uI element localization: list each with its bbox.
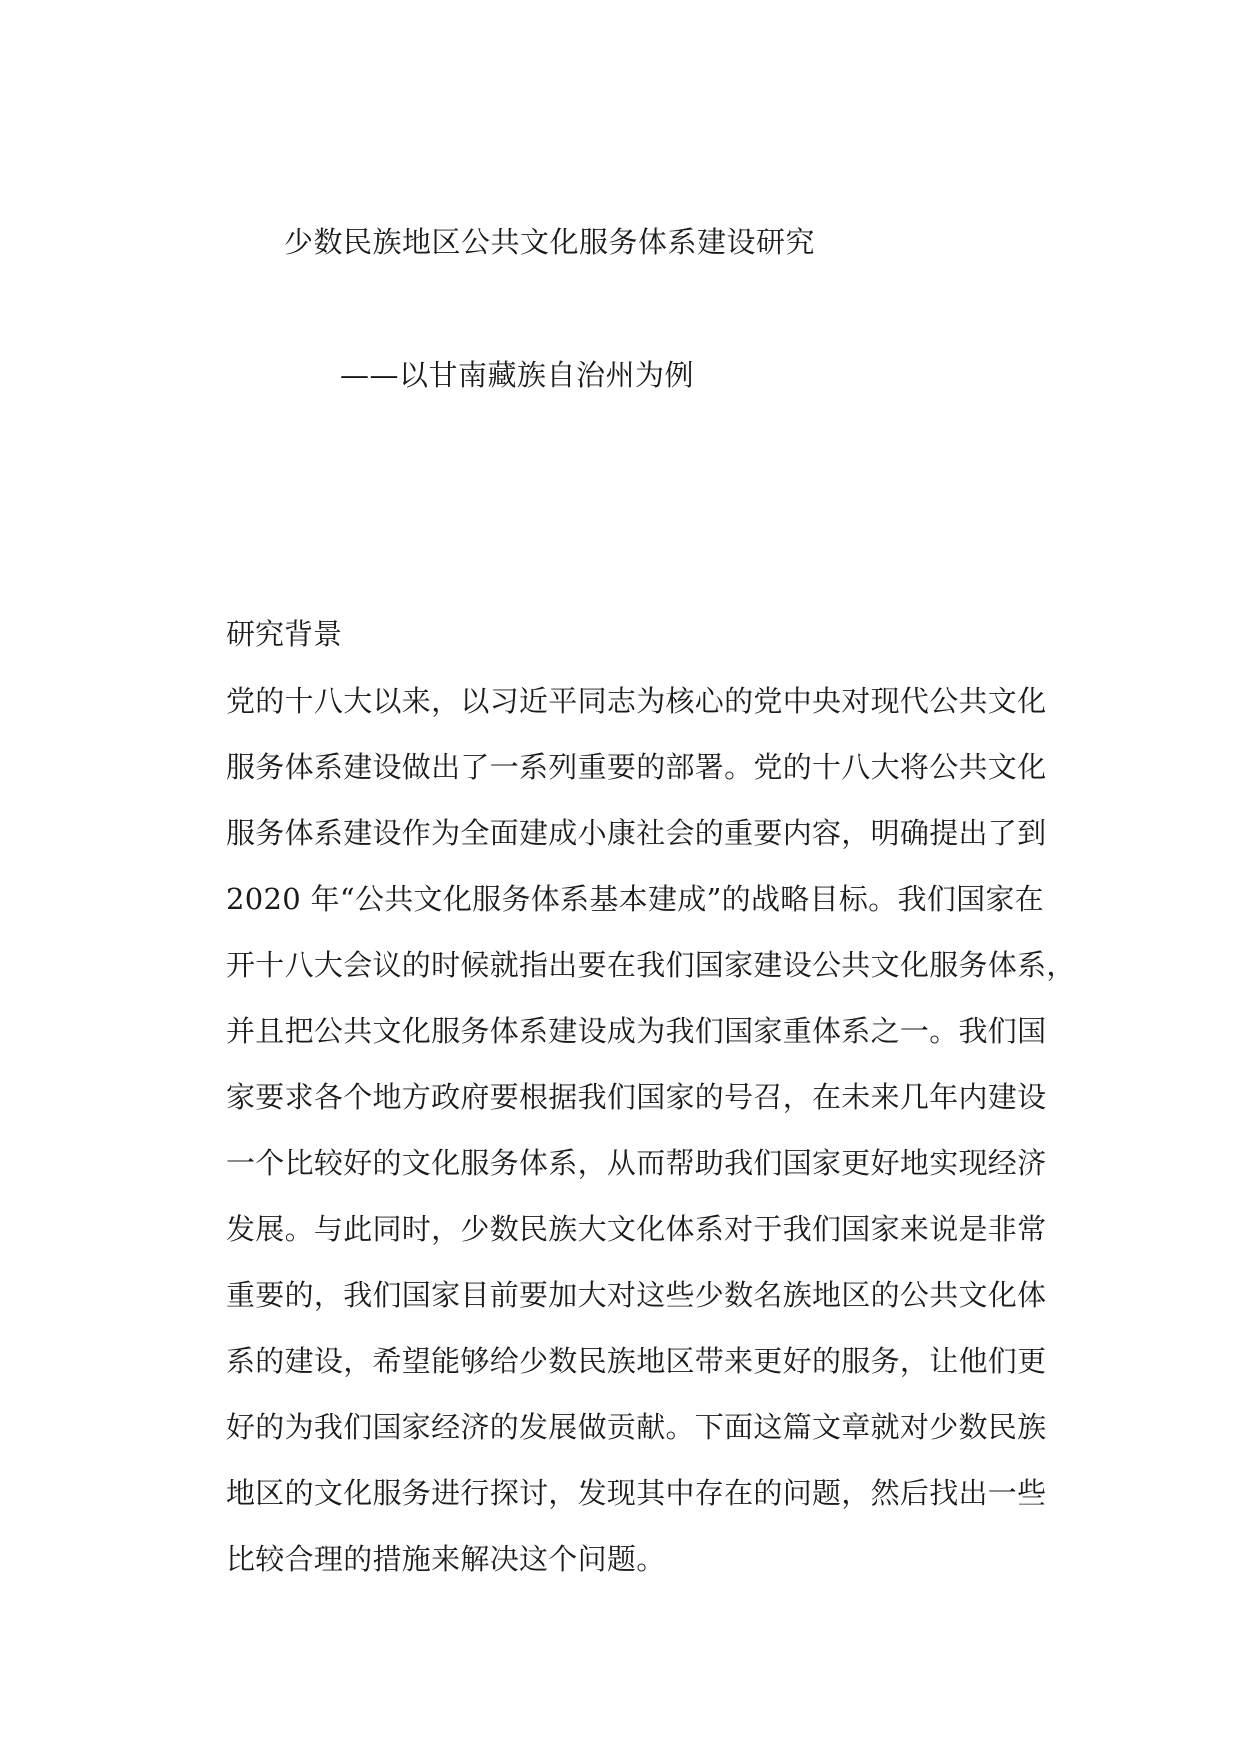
body-line: 并且把公共文化服务体系建设成为我们国家重体系之一。我们国 xyxy=(226,1014,1047,1048)
body-line: 地区的文化服务进行探讨，发现其中存在的问题，然后找出一些 xyxy=(226,1476,1047,1510)
body-line: 服务体系建设做出了一系列重要的部署。党的十八大将公共文化 xyxy=(226,750,1047,784)
body-line: 系的建设，希望能够给少数民族地区带来更好的服务，让他们更 xyxy=(226,1344,1047,1378)
section-heading: 研究背景 xyxy=(226,617,343,651)
body-line: 好的为我们国家经济的发展做贡献。下面这篇文章就对少数民族 xyxy=(226,1410,1047,1444)
body-line: 服务体系建设作为全面建成小康社会的重要内容，明确提出了到 xyxy=(226,816,1047,850)
document-subtitle: ——以甘南藏族自治州为例 xyxy=(340,358,695,392)
document-title: 少数民族地区公共文化服务体系建设研究 xyxy=(284,225,816,259)
body-line: 重要的，我们国家目前要加大对这些少数名族地区的公共文化体 xyxy=(226,1278,1047,1312)
body-line: 开十八大会议的时候就指出要在我们国家建设公共文化服务体系， xyxy=(226,948,1076,982)
body-line: 一个比较好的文化服务体系，从而帮助我们国家更好地实现经济 xyxy=(226,1146,1047,1180)
body-line: 2020 年“公共文化服务体系基本建成”的战略目标。我们国家在 xyxy=(226,882,1044,916)
body-line: 家要求各个地方政府要根据我们国家的号召，在未来几年内建设 xyxy=(226,1080,1047,1114)
body-line: 发展。与此同时，少数民族大文化体系对于我们国家来说是非常 xyxy=(226,1212,1047,1246)
body-line: 党的十八大以来，以习近平同志为核心的党中央对现代公共文化 xyxy=(226,684,1047,718)
body-text xyxy=(226,681,1076,1605)
body-line: 比较合理的措施来解决这个问题。 xyxy=(226,1542,666,1576)
